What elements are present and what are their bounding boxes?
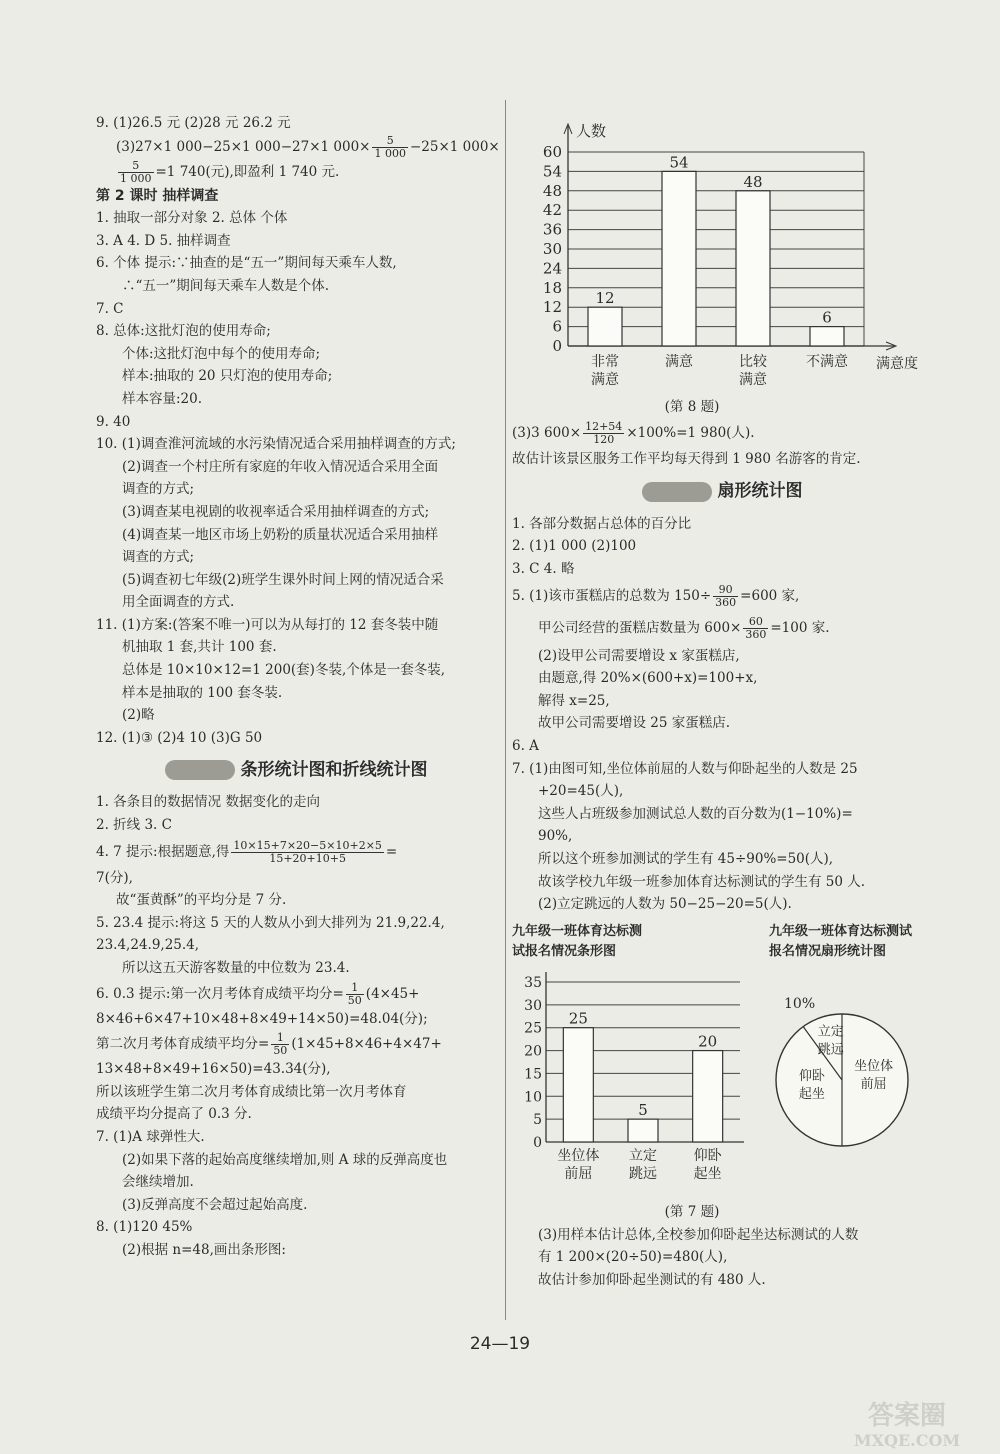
answer-line: (2)调查一个村庄所有家庭的年收入情况适合采用全面 xyxy=(122,458,439,475)
y-tick-label: 20 xyxy=(524,1043,542,1060)
section-badge xyxy=(642,482,712,502)
chart7-bar-title-line: 试报名情况条形图 xyxy=(512,943,617,959)
x-tick-label: 前屈 xyxy=(564,1165,593,1182)
q5r-result: =600 家, xyxy=(740,587,800,604)
fraction-numerator: 1 xyxy=(271,1032,289,1045)
answers-block-right xyxy=(512,513,932,581)
answer-line: 样本容量:20. xyxy=(122,390,203,407)
fraction-numerator: 10×15+7×20−5×10+2×5 xyxy=(233,838,382,852)
x-tick-label: 非常 xyxy=(591,354,619,370)
chart7-titles xyxy=(512,922,912,962)
q4-text: 4. 7 提示:根据题意,得 xyxy=(96,843,230,860)
answer-line: (2)根据 n=48,画出条形图: xyxy=(122,1241,286,1258)
answer-line: 90%, xyxy=(538,828,573,845)
answer-line: 7. C xyxy=(96,300,124,317)
fraction-numerator: 5 xyxy=(118,160,154,173)
y-tick-label: 42 xyxy=(542,201,562,220)
fraction-numerator: 60 xyxy=(743,616,768,629)
answer-line: 个体:这批灯泡中每个的使用寿命; xyxy=(122,345,321,362)
answer-line: 3. C 4. 略 xyxy=(512,560,575,577)
q8-3-text: (3)3 600× xyxy=(512,425,582,442)
x-axis-label: 满意度 xyxy=(876,356,918,372)
answer-line: 故该学校九年级一班参加体育达标测试的学生有 50 人. xyxy=(538,873,866,890)
watermark-logo-text: 答案圈 xyxy=(867,1401,947,1431)
q9-expr-a: (3)27×1 000−25×1 000−27×1 000× xyxy=(116,138,371,155)
pie-slice-label: 起坐 xyxy=(798,1086,825,1102)
fraction-denominator: 50 xyxy=(273,1044,288,1058)
answer-line: 样本:抽取的 20 只灯泡的使用寿命; xyxy=(122,368,333,385)
q6-line4: 13×48+8×49+16×50)=43.34(分), xyxy=(96,1061,331,1078)
section-title: 条形统计图和折线统计图 xyxy=(240,760,428,781)
fraction xyxy=(743,616,768,641)
fraction xyxy=(713,584,738,609)
answer-line: 这些人占班级参加测试总人数的百分数为(1−10%)= xyxy=(538,805,853,822)
column-divider xyxy=(505,100,506,1320)
answer-line: 8. (1)120 45% xyxy=(96,1219,193,1236)
answer-line: 5. 23.4 提示:将这 5 天的人数从小到大排列为 21.9,22.4, xyxy=(96,914,445,931)
answer-line: 1. 抽取一部分对象 2. 总体 个体 xyxy=(96,210,288,227)
answer-line: (2)立定跳远的人数为 50−25−20=5(人). xyxy=(538,896,792,913)
q6-line3 xyxy=(96,1030,496,1058)
fraction xyxy=(271,1032,289,1057)
y-tick-label: 25 xyxy=(524,1020,542,1037)
bar-value-label: 6 xyxy=(822,308,832,327)
q9-line3 xyxy=(96,160,496,185)
fraction-numerator: 90 xyxy=(713,584,738,597)
chart7-caption: (第 7 题) xyxy=(664,1204,720,1221)
answer-line: 调查的方式; xyxy=(122,481,195,498)
answer-line: 由题意,得 20%×(600+x)=100+x, xyxy=(538,670,758,687)
chart7-pie-title-line: 报名情况扇形统计图 xyxy=(768,943,886,959)
fraction-denominator: 1 000 xyxy=(120,171,152,185)
answer-line: 9. 40 xyxy=(96,413,131,430)
q5r-text: 5. (1)该市蛋糕店的总数为 150÷ xyxy=(512,587,712,604)
x-tick-label: 满意 xyxy=(665,354,693,370)
answer-line: 3. A 4. D 5. 抽样调查 xyxy=(96,232,231,249)
section-header-bar-line xyxy=(96,753,496,787)
bar xyxy=(736,191,770,346)
y-tick-label: 10 xyxy=(524,1088,542,1105)
page-number: 24—19 xyxy=(469,1334,531,1354)
x-tick-label: 跳远 xyxy=(629,1165,657,1182)
watermark-logo-url: MXQE.COM xyxy=(853,1431,961,1450)
q7-block xyxy=(96,1126,496,1216)
q6-line1 xyxy=(96,980,496,1008)
q7r-block xyxy=(512,758,932,916)
y-tick-label: 12 xyxy=(542,298,562,317)
x-tick-label: 满意 xyxy=(591,372,619,388)
fraction-denominator: 1 000 xyxy=(374,146,406,160)
answer-line: (3)调查某电视剧的收视率适合采用抽样调查的方式; xyxy=(122,503,430,520)
answer-line: (3)反弹高度不会超过起始高度. xyxy=(122,1196,308,1213)
q6-expr2: (1×45+8×46+4×47+ xyxy=(291,1036,442,1053)
answer-line: +20=45(人), xyxy=(538,783,624,800)
answer-line: 机抽取 1 套,共计 100 套. xyxy=(122,639,277,656)
bar xyxy=(810,327,844,346)
answer-line: 样本是抽取的 100 套冬装. xyxy=(122,684,283,701)
fraction xyxy=(118,160,154,185)
y-tick-label: 30 xyxy=(542,240,562,258)
y-tick-label: 30 xyxy=(524,997,542,1014)
fraction xyxy=(346,982,364,1007)
y-axis-label: 人数 xyxy=(576,122,607,140)
chart7-pie-title-line: 九年级一班体育达标测试 xyxy=(768,923,912,939)
right-column xyxy=(512,118,932,1292)
bar xyxy=(628,1119,658,1142)
bar xyxy=(588,307,622,346)
q8-3-result: ×100%=1 980(人). xyxy=(626,425,755,442)
fraction-denominator: 50 xyxy=(347,993,362,1007)
q6-expr: (4×45+ xyxy=(365,985,420,1002)
q6r: 6. A xyxy=(512,737,539,754)
answer-line: 有 1 200×(20÷50)=480(人), xyxy=(538,1249,728,1266)
answer-line: (4)调查某一地区市场上奶粉的质量状况适合采用抽样 xyxy=(122,526,439,543)
q6-text2: 第二次月考体育成绩平均分= xyxy=(96,1036,270,1053)
section-title: 扇形统计图 xyxy=(717,481,803,502)
y-tick-label: 48 xyxy=(542,181,562,200)
q6-line5: 所以该班学生第二次月考体育成绩比第一次月考体育 xyxy=(96,1083,407,1100)
answer-line: 1. 各条目的数据情况 数据变化的走向 xyxy=(96,794,320,811)
y-tick-label: 36 xyxy=(542,220,562,239)
bar-value-label: 5 xyxy=(638,1100,648,1119)
y-tick-label: 15 xyxy=(524,1066,542,1083)
q5r-result2: =100 家. xyxy=(770,619,830,636)
q5r-text2: 甲公司经营的蛋糕店数量为 600× xyxy=(538,619,742,636)
bar-value-label: 48 xyxy=(743,172,763,191)
chart7-bar-title xyxy=(512,922,642,962)
answer-line: 会继续增加. xyxy=(122,1174,194,1191)
fraction xyxy=(372,135,408,160)
x-tick-label: 坐位体 xyxy=(557,1147,600,1164)
x-tick-label: 不满意 xyxy=(806,354,848,370)
left-column xyxy=(96,112,500,1262)
q9-line2 xyxy=(96,133,500,160)
answer-line: 用全面调查的方式. xyxy=(122,594,235,611)
bar-value-label: 25 xyxy=(568,1009,588,1028)
answer-line: 12. (1)③ (2)4 10 (3)G 50 xyxy=(96,729,263,746)
bar xyxy=(563,1027,593,1141)
chart8-caption: (第 8 题) xyxy=(664,398,720,415)
q5-block xyxy=(96,912,496,980)
answer-line: 2. 折线 3. C xyxy=(96,817,172,834)
q9-expr-b: −25×1 000× xyxy=(409,138,500,155)
fraction-denominator: 15+20+10+5 xyxy=(269,851,346,865)
answer-line: 2. (1)1 000 (2)100 xyxy=(512,538,637,555)
x-tick-label: 立定 xyxy=(629,1147,657,1164)
chart7-bar-title-line: 九年级一班体育达标测 xyxy=(512,923,643,939)
q5r-block xyxy=(512,645,932,735)
answer-line: 7. (1)A 球弹性大. xyxy=(96,1128,205,1145)
pie-slice-label: 前屈 xyxy=(860,1076,887,1092)
answer-line: 8. 总体:这批灯泡的使用寿命; xyxy=(96,323,271,340)
fraction-numerator: 12+54 xyxy=(585,420,623,434)
bar-value-label: 20 xyxy=(698,1032,718,1051)
chart-q8-bar xyxy=(512,118,922,388)
q8-block xyxy=(96,1216,496,1261)
pie-slice-label: 跳远 xyxy=(817,1042,844,1058)
pie-slice-label: 仰卧 xyxy=(798,1068,825,1084)
answer-line: 故估计参加仰卧起坐测试的有 480 人. xyxy=(538,1272,766,1289)
answer-line: 调查的方式; xyxy=(122,549,195,566)
answer-line: 解得 x=25, xyxy=(538,692,610,709)
y-tick-label: 0 xyxy=(552,337,562,355)
answer-line: (3)用样本估计总体,全校参加仰卧起坐达标测试的人数 xyxy=(538,1226,859,1243)
pie-slice-label: 坐位体 xyxy=(854,1058,894,1074)
y-tick-label: 0 xyxy=(533,1134,542,1151)
q6-line2: 8×46+6×47+10×48+8×49+14×50)=48.04(分); xyxy=(96,1010,428,1027)
y-tick-label: 24 xyxy=(542,259,562,278)
watermark-logo xyxy=(832,1394,982,1450)
y-tick-label: 35 xyxy=(524,974,542,991)
y-tick-label: 54 xyxy=(542,162,562,181)
q5r-line1 xyxy=(512,581,932,611)
answer-line: 所以这五天游客数量的中位数为 23.4. xyxy=(122,960,350,976)
q6-text: 6. 0.3 提示:第一次月考体育成绩平均分= xyxy=(96,985,344,1002)
y-tick-label: 5 xyxy=(533,1111,542,1128)
x-tick-label: 比较 xyxy=(739,354,767,370)
answer-line: 故甲公司需要增设 25 家蛋糕店. xyxy=(538,715,731,732)
answer-line: ∴“五一”期间每天乘车人数是个体. xyxy=(122,277,330,294)
x-tick-label: 满意 xyxy=(739,372,767,388)
chart7-pie-title xyxy=(769,922,912,962)
answer-line: 6. 个体 提示:∵抽查的是“五一”期间每天乘车人数, xyxy=(96,255,397,272)
q9-result: =1 740(元),即盈利 1 740 元. xyxy=(155,163,340,180)
fraction-denominator: 360 xyxy=(715,595,737,609)
fraction-numerator: 1 xyxy=(346,982,364,995)
equals: = xyxy=(385,843,398,860)
q8-3-line2: 故估计该景区服务工作平均每天得到 1 980 名游客的肯定. xyxy=(512,451,861,468)
answer-line: (5)调查初七年级(2)班学生课外时间上网的情况适合采 xyxy=(122,571,444,588)
fraction xyxy=(583,421,624,446)
answer-line: (2)设甲公司需要增设 x 家蛋糕店, xyxy=(538,647,740,664)
fraction xyxy=(231,840,384,865)
fraction-numerator: 5 xyxy=(372,135,408,148)
answer-line: 23.4,24.9,25.4, xyxy=(96,937,200,954)
y-tick-label: 18 xyxy=(542,278,562,297)
x-tick-label: 仰卧 xyxy=(693,1147,722,1164)
answer-line: (2)如果下落的起始高度继续增加,则 A 球的反弹高度也 xyxy=(122,1151,448,1168)
q4-line3: 故“蛋黄酥”的平均分是 7 分. xyxy=(116,892,287,909)
q7r3-block xyxy=(512,1224,932,1292)
q4-line1 xyxy=(96,837,496,867)
bar-value-label: 54 xyxy=(669,153,689,172)
chart-q7 xyxy=(512,962,922,1194)
section-badge xyxy=(165,760,235,780)
q5r-line2 xyxy=(512,611,932,645)
q4-line2: 7(分), xyxy=(96,869,133,886)
bar xyxy=(662,171,696,346)
answer-line: 总体是 10×10×12=1 200(套)冬装,个体是一套冬装, xyxy=(122,662,446,679)
y-tick-label: 60 xyxy=(542,143,562,161)
q9-line1: 9. (1)26.5 元 (2)28 元 26.2 元 xyxy=(96,115,291,131)
q8-3-line1 xyxy=(512,418,932,448)
fraction-denominator: 120 xyxy=(593,433,615,447)
answer-line: 11. (1)方案:(答案不唯一)可以为从每打的 12 套冬装中随 xyxy=(96,616,439,633)
bar xyxy=(693,1050,723,1141)
x-tick-label: 起坐 xyxy=(693,1165,722,1182)
answer-line: 1. 各部分数据占总体的百分比 xyxy=(512,515,692,532)
answer-line: 所以这个班参加测试的学生有 45÷90%=50(人), xyxy=(538,850,834,867)
answer-line: 7. (1)由图可知,坐位体前屈的人数与仰卧起坐的人数是 25 xyxy=(512,760,858,777)
answers-block-a xyxy=(96,207,496,749)
q6-line6: 成绩平均分提高了 0.3 分. xyxy=(96,1106,252,1123)
answer-line: 10. (1)调查淮河流域的水污染情况适合采用抽样调查的方式; xyxy=(96,436,456,453)
lesson-title: 第 2 课时 抽样调查 xyxy=(96,187,219,204)
answer-line: (2)略 xyxy=(122,707,155,724)
answers-block-b xyxy=(96,791,496,836)
y-tick-label: 6 xyxy=(552,317,562,336)
pie-annotation: 10% xyxy=(784,995,816,1012)
fraction-denominator: 360 xyxy=(745,627,767,641)
section-header-pie xyxy=(512,475,932,509)
pie-slice-label: 立定 xyxy=(817,1024,844,1040)
bar-value-label: 12 xyxy=(595,289,615,308)
